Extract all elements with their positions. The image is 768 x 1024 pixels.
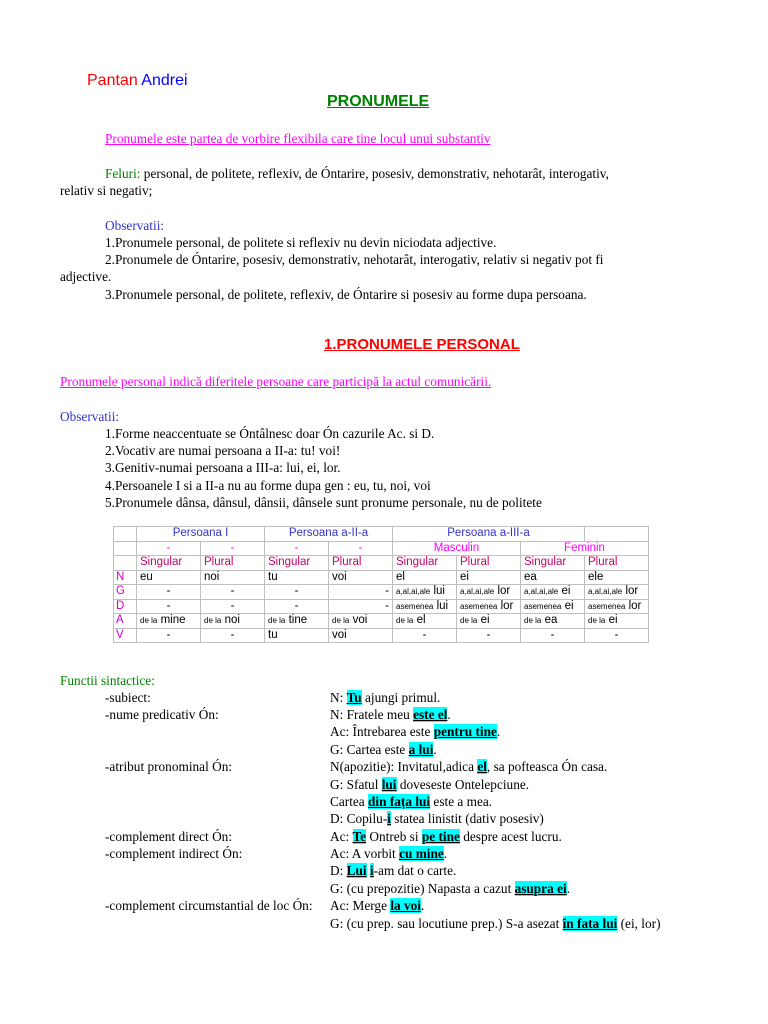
a-prefix: de la — [332, 616, 350, 626]
definition: Pronumele este partea de vorbire flexibila care tine locul unui substantiv — [105, 131, 491, 146]
dash-cell: - — [329, 541, 393, 556]
example-text: este a mea. — [430, 794, 493, 809]
g-prefix: a,al,ai,ale — [396, 587, 431, 597]
a-word: ea — [544, 614, 558, 627]
example-text: (ei, lor) — [617, 916, 661, 931]
a-word: ei — [480, 614, 490, 627]
a-prefix: de la — [140, 616, 158, 626]
example-text: -am dat o carte. — [373, 863, 457, 878]
table-cell — [393, 599, 457, 614]
observatie-item: 5.Pronumele dânsa, dânsul, dânsii, dânsele sunt pronume personale, nu de politete — [105, 495, 542, 510]
header-singular: Singular — [393, 556, 457, 571]
table-cell: - — [329, 599, 393, 614]
table-cell — [585, 599, 649, 614]
table-cell — [521, 614, 585, 629]
example-text: N: Fratele meu — [330, 707, 414, 722]
author-last-name: Andrei — [141, 72, 188, 89]
header-persoana-2: Persoana a-II-a — [265, 527, 393, 542]
example-text: Ac: Merge — [330, 898, 391, 913]
table-cell: - — [265, 599, 329, 614]
example-text: . — [496, 724, 501, 739]
header-persoana-3: Persoana a-III-a — [393, 527, 585, 542]
feluri-line1 — [105, 165, 609, 182]
example-text: Ac: — [330, 829, 353, 844]
header-plural: Plural — [457, 556, 521, 571]
table-row — [114, 585, 649, 600]
observatie-item: 1.Forme neaccentuate se Óntâlnesc doar Ón cazurile Ac. si D. — [105, 426, 435, 441]
table-cell: - — [457, 628, 521, 643]
example-text: . — [443, 846, 448, 861]
function-name: -nume predicativ Ón: — [105, 707, 219, 722]
pronoun-table — [113, 526, 649, 643]
table-cell: - — [201, 585, 265, 600]
a-prefix: de la — [524, 616, 542, 626]
table-row — [114, 570, 649, 585]
dash-cell: - — [265, 541, 329, 556]
table-cell: tu — [265, 570, 329, 585]
function-name: -complement circumstantial de loc Ón: — [105, 898, 313, 913]
table-cell: - — [137, 628, 201, 643]
dash-cell: - — [201, 541, 265, 556]
example-highlight: a lui — [408, 742, 434, 757]
example-text: N(apozitie): Invitatul,adica — [330, 759, 478, 774]
d-word: lor — [628, 599, 642, 612]
example-highlight: lui — [381, 777, 397, 792]
a-prefix: de la — [460, 616, 478, 626]
example-highlight: cu mine — [399, 846, 444, 861]
table-cell — [265, 614, 329, 629]
a-word: mine — [160, 614, 186, 627]
example-text: . — [420, 898, 425, 913]
function-example — [330, 828, 562, 845]
header-singular: Singular — [265, 556, 329, 571]
table-cell: el — [393, 570, 457, 585]
case-label: D — [114, 599, 137, 614]
table-cell: - — [201, 599, 265, 614]
case-label: N — [114, 570, 137, 585]
example-text: N: — [330, 690, 347, 705]
observatie-item: 3.Genitiv-numai persoana a III-a: lui, ei, lor. — [105, 460, 341, 475]
observatie-item: adjective. — [60, 269, 112, 284]
table-cell: - — [585, 628, 649, 643]
function-name: -subiect: — [105, 690, 151, 705]
table-cell — [457, 585, 521, 600]
table-cell — [585, 585, 649, 600]
example-text: G: (cu prepozitie) Napasta a cazut — [330, 881, 515, 896]
function-example — [330, 880, 570, 897]
header-plural: Plural — [201, 556, 265, 571]
function-name: -complement direct Ón: — [105, 829, 233, 844]
a-prefix: de la — [204, 616, 222, 626]
function-name: -atribut pronominal Ón: — [105, 759, 233, 774]
table-cell — [457, 614, 521, 629]
d-prefix: asemenea — [588, 601, 626, 611]
example-text: Ac: Întrebarea este — [330, 724, 434, 739]
feluri-line2: relativ si negativ; — [60, 183, 153, 198]
example-text: doveseste Ontelepciune. — [396, 777, 530, 792]
d-prefix: asemenea — [460, 601, 498, 611]
example-highlight: pe tine — [421, 829, 460, 844]
function-example — [330, 845, 447, 862]
feluri-text: personal, de politete, reflexiv, de Óntarire, posesiv, demonstrativ, nehotarât, interogativ, — [140, 166, 609, 181]
case-label: A — [114, 614, 137, 629]
function-example — [330, 862, 456, 879]
example-highlight: în fata lui — [562, 916, 618, 931]
function-example — [330, 915, 661, 932]
table-cell: eu — [137, 570, 201, 585]
example-text: . — [433, 742, 437, 757]
table-cell: - — [393, 628, 457, 643]
a-word: noi — [224, 614, 240, 627]
example-text: G: (cu prep. sau locutiune prep.) S-a asezat — [330, 916, 563, 931]
example-text: ajungi primul. — [361, 690, 441, 705]
feluri-label: Feluri: — [105, 166, 141, 181]
example-text: . — [566, 881, 571, 896]
section-title: 1.PRONUMELE PERSONAL — [324, 336, 520, 353]
table-cell — [521, 585, 585, 600]
author-first-name: Pantan — [87, 72, 138, 89]
function-example — [330, 758, 607, 775]
a-word: el — [416, 614, 426, 627]
g-word: ei — [561, 585, 571, 598]
table-cell: noi — [201, 570, 265, 585]
table-cell — [521, 599, 585, 614]
case-label: V — [114, 628, 137, 643]
a-word: voi — [352, 614, 368, 627]
g-word: lor — [497, 585, 511, 598]
example-highlight: i — [387, 811, 391, 826]
example-highlight: Te — [352, 829, 367, 844]
d-prefix: asemenea — [396, 601, 434, 611]
d-prefix: asemenea — [524, 601, 562, 611]
functii-label: Functii sintactice: — [60, 673, 155, 688]
table-cell — [201, 614, 265, 629]
observatie-item: 2.Vocativ are numai persoana a II-a: tu! voi! — [105, 443, 341, 458]
table-cell: ei — [457, 570, 521, 585]
function-example — [330, 723, 500, 740]
observatie-item: 4.Persoanele I si a II-a nu au forme dupa gen : eu, tu, noi, voi — [105, 478, 431, 493]
a-word: ei — [608, 614, 618, 627]
example-text: despre acest lucru. — [459, 829, 562, 844]
table-row — [114, 614, 649, 629]
table-cell — [137, 614, 201, 629]
example-text: D: — [330, 863, 347, 878]
g-prefix: a,al,ai,ale — [588, 587, 623, 597]
table-cell: ele — [585, 570, 649, 585]
page-title: PRONUMELE — [327, 93, 430, 110]
function-example — [330, 706, 451, 723]
function-example — [330, 793, 492, 810]
table-row — [114, 628, 649, 643]
observatii-label: Observatii: — [105, 218, 165, 233]
author-name — [87, 71, 188, 91]
d-word: lor — [500, 599, 514, 612]
g-prefix: a,al,ai,ale — [524, 587, 559, 597]
example-text: Cartea — [330, 794, 369, 809]
a-prefix: de la — [268, 616, 286, 626]
g-word: lui — [433, 585, 445, 598]
section-definition: Pronumele personal indică diferitele persoane care participă la actul comunicării. — [60, 374, 492, 389]
table-cell: - — [329, 585, 393, 600]
table-cell: ea — [521, 570, 585, 585]
example-text: Ontreb si — [366, 829, 422, 844]
table-cell — [393, 614, 457, 629]
example-highlight: Lui — [346, 863, 367, 878]
example-text: G: Sfatul — [330, 777, 382, 792]
function-example — [330, 776, 529, 793]
table-cell: voi — [329, 570, 393, 585]
example-highlight: el — [477, 759, 487, 774]
table-cell: - — [137, 585, 201, 600]
example-text: G: Cartea este — [330, 742, 409, 757]
observatie-item: 2.Pronumele de Óntarire, posesiv, demonstrativ, nehotarât, interogativ, relativ si negativ pot fi — [105, 252, 604, 267]
example-text: , sa pofteasca Ón casa. — [486, 759, 608, 774]
function-name: -complement indirect Ón: — [105, 846, 243, 861]
g-prefix: a,al,ai,ale — [460, 587, 495, 597]
example-text: D: Copilu- — [330, 811, 388, 826]
example-highlight: din fața lui — [368, 794, 431, 809]
table-cell — [457, 599, 521, 614]
header-singular: Singular — [521, 556, 585, 571]
example-highlight: pentru tine — [433, 724, 497, 739]
example-highlight: Tu — [346, 690, 362, 705]
table-cell: tu — [265, 628, 329, 643]
header-singular: Singular — [137, 556, 201, 571]
header-feminin: Feminin — [521, 541, 649, 556]
table-row — [114, 599, 649, 614]
header-masculin: Masculin — [393, 541, 521, 556]
table-cell: - — [137, 599, 201, 614]
example-highlight: este el — [413, 707, 448, 722]
function-example — [330, 689, 440, 706]
d-word: lui — [436, 599, 449, 612]
observatii-label-2: Observatii: — [60, 409, 120, 424]
function-example — [330, 897, 424, 914]
example-highlight: asupra ei — [514, 881, 567, 896]
g-word: lor — [625, 585, 639, 598]
a-word: tine — [288, 614, 308, 627]
table-cell — [329, 614, 393, 629]
table-cell: - — [521, 628, 585, 643]
table-cell: - — [265, 585, 329, 600]
function-example — [330, 810, 544, 827]
case-label: G — [114, 585, 137, 600]
table-cell: - — [201, 628, 265, 643]
dash-cell: - — [137, 541, 201, 556]
header-plural: Plural — [585, 556, 649, 571]
d-word: ei — [564, 599, 574, 612]
a-prefix: de la — [396, 616, 414, 626]
table-cell — [393, 585, 457, 600]
header-plural: Plural — [329, 556, 393, 571]
table-cell: voi — [329, 628, 393, 643]
observatie-item: 3.Pronumele personal, de politete, reflexiv, de Óntarire si posesiv au forme dupa persoana. — [105, 287, 587, 302]
table-cell — [585, 614, 649, 629]
example-text: Ac: A vorbit — [330, 846, 400, 861]
header-persoana-1: Persoana I — [137, 527, 265, 542]
function-example — [330, 741, 437, 758]
observatie-item: 1.Pronumele personal, de politete si reflexiv nu devin niciodata adjective. — [105, 235, 497, 250]
example-highlight: la voi — [390, 898, 421, 913]
example-highlight: i — [369, 863, 374, 878]
a-prefix: de la — [588, 616, 606, 626]
example-text: . — [447, 707, 451, 722]
example-text: statea linistit (dativ posesiv) — [390, 811, 544, 826]
